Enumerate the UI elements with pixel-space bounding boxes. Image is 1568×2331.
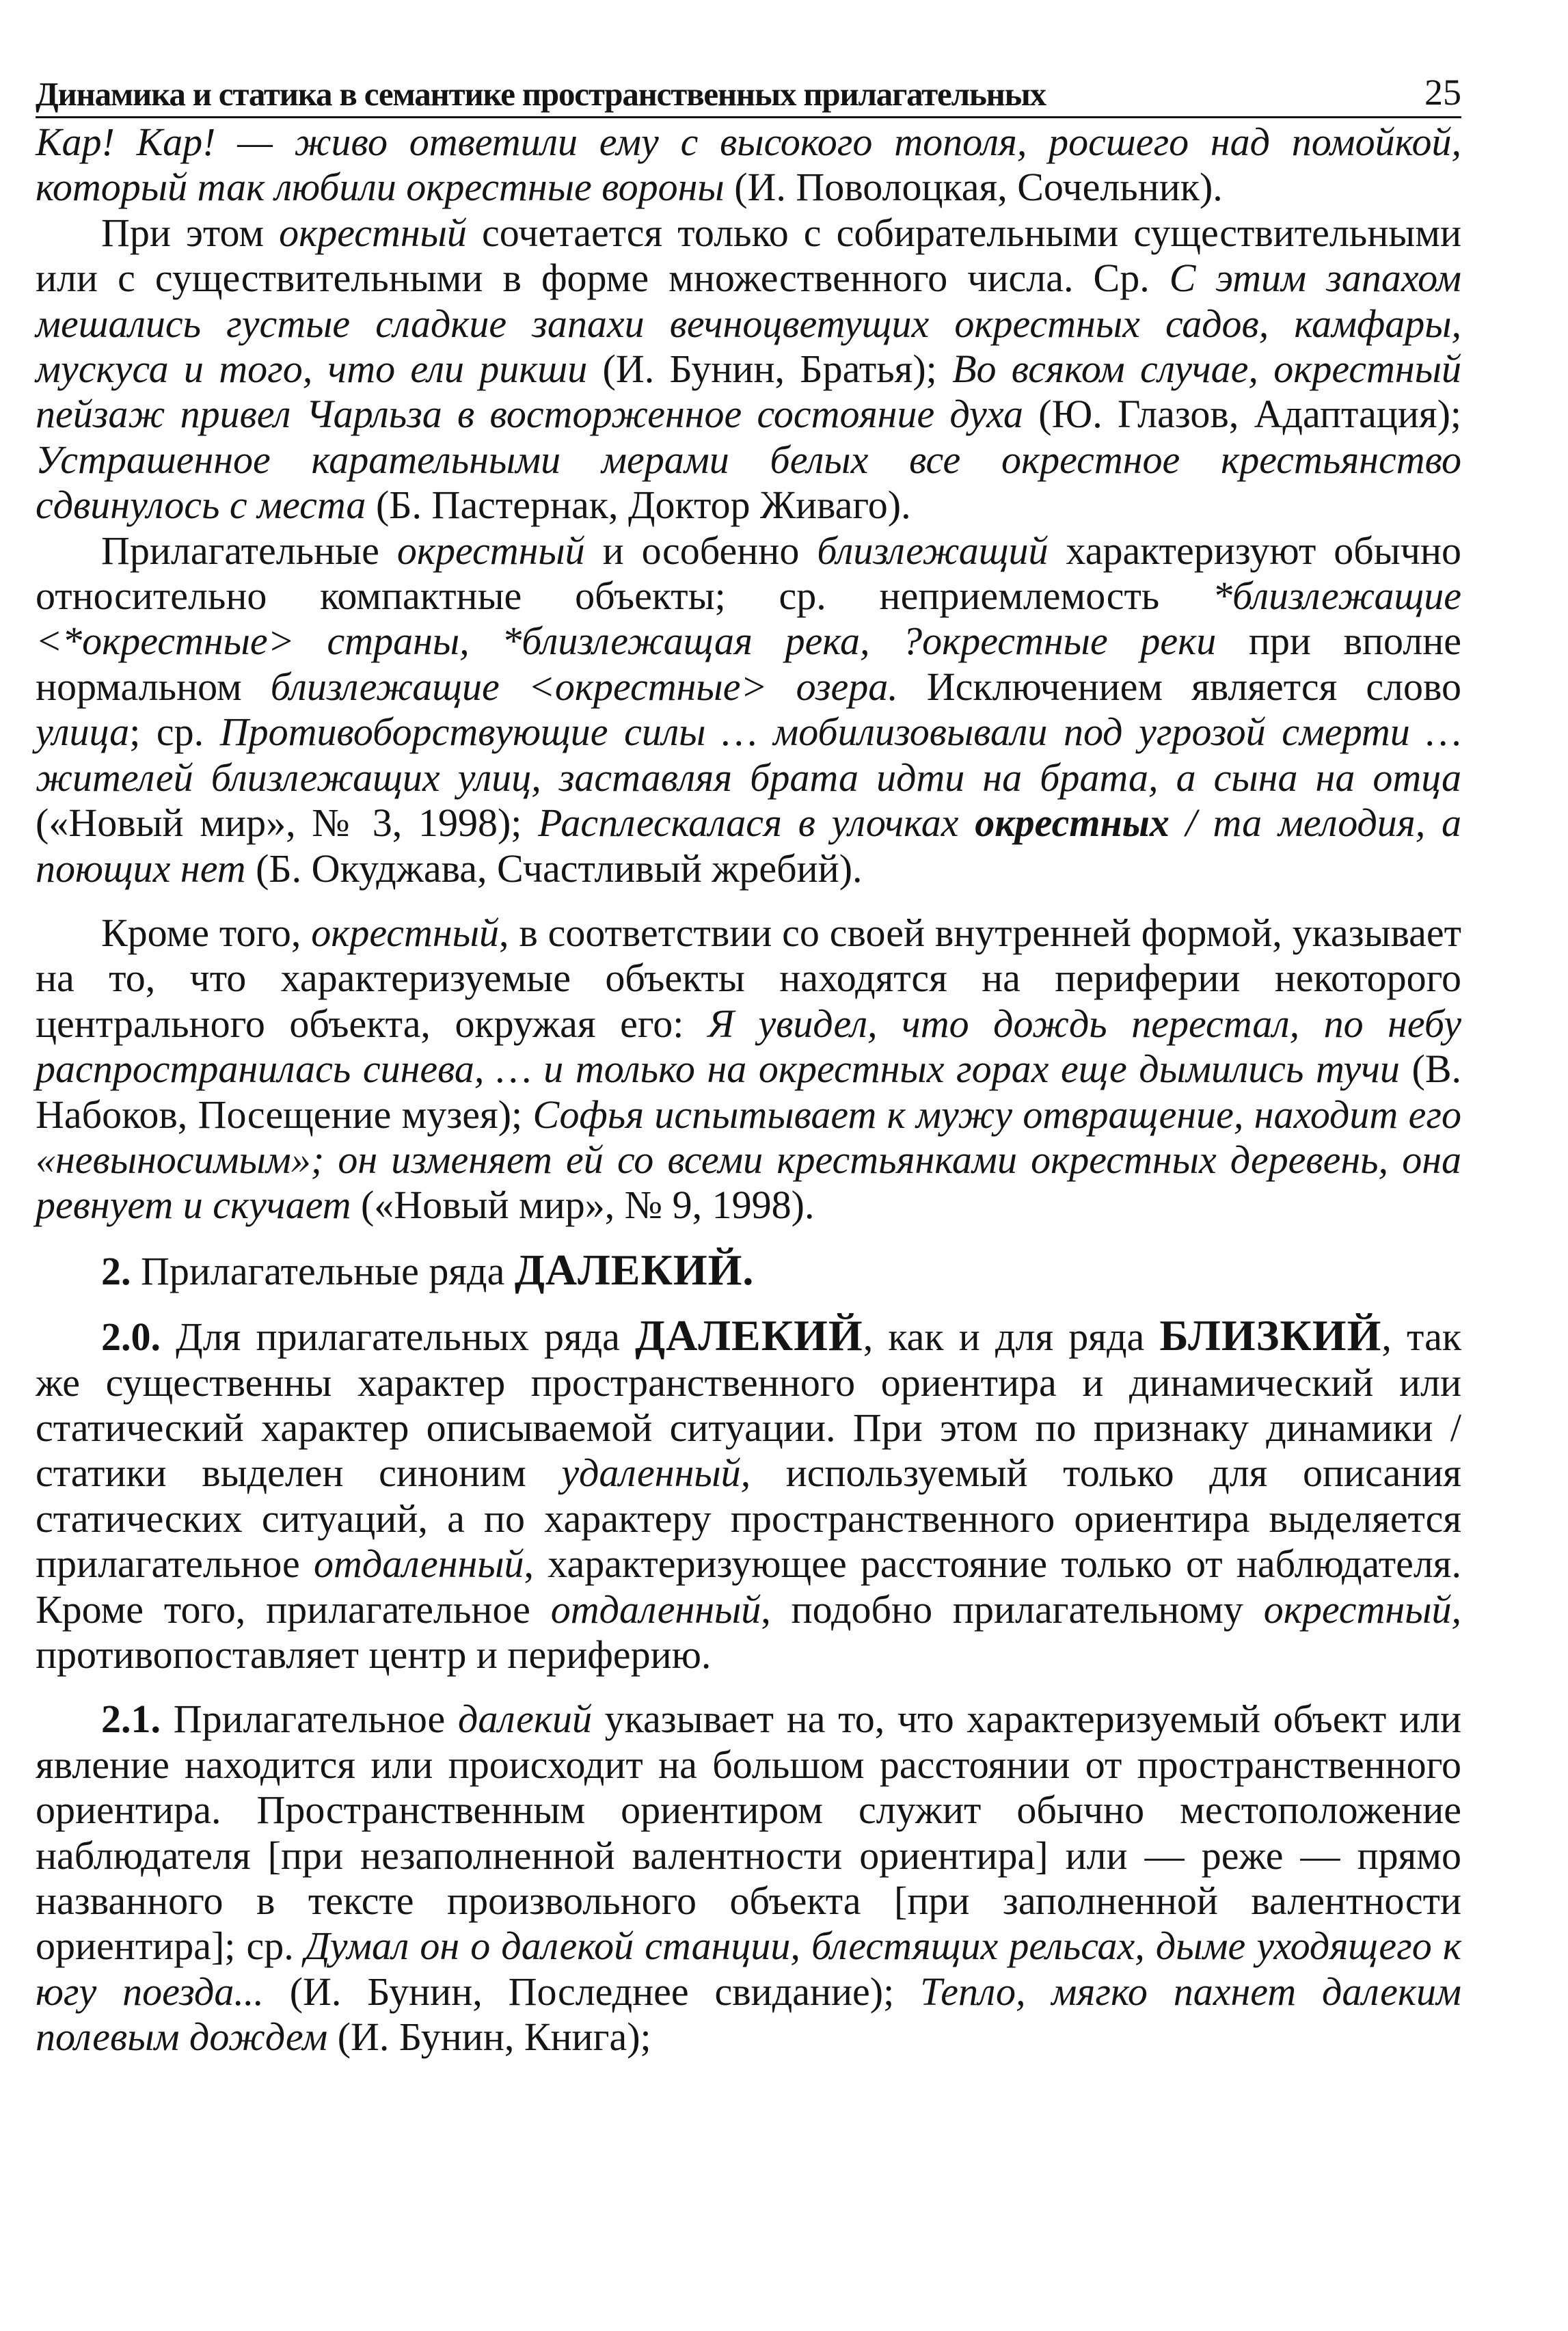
example-text: близлежащие <окрестные> озера. <box>270 664 898 709</box>
page-number: 25 <box>1424 72 1461 113</box>
series-keyword: ДАЛЕКИЙ <box>635 1311 863 1360</box>
example-text: *близлежащие <*окрестные> страны, *близлежащая река, ?окрестные реки <box>36 574 1461 664</box>
example-text: Противоборствующие силы … мобилизовывали под угрозой смерти … жителей близлежащих улиц, заставляя брата идти на брата, а сына на отца <box>36 710 1461 800</box>
section-heading <box>36 1245 1461 1294</box>
term: далекий <box>458 1697 592 1742</box>
term: удаленный, <box>561 1451 751 1496</box>
body-span: , подобно прилагательному <box>761 1587 1264 1632</box>
series-keyword: БЛИЗКИЙ <box>1159 1311 1382 1360</box>
section-keyword: ДАЛЕКИЙ. <box>514 1245 755 1294</box>
paragraph-2-1 <box>36 1697 1461 2060</box>
section-number: 2.1. <box>101 1697 161 1742</box>
example-text: Расплескалася в улочках <box>538 800 975 846</box>
body-span: , как и для ряда <box>863 1315 1160 1360</box>
source-citation: («Новый мир», № 3, 1998); <box>36 800 539 846</box>
body-span: ; ср. <box>129 710 220 755</box>
body-span: Кроме того, <box>101 910 312 955</box>
example-text: Устрашенное карательными мерами белых все окрестное крестьянство сдвинулось с места <box>36 437 1461 528</box>
body-span: Исключением является слово <box>897 664 1461 709</box>
body-span: Для прилагательных ряда <box>161 1315 636 1360</box>
book-page <box>36 66 1461 2060</box>
source-citation: (И. Поволоцкая, Сочельник). <box>724 165 1223 210</box>
example-text: Тепло, мягко пахнет далеким полевым дождем <box>36 1969 1461 2060</box>
source-citation: (Б. Окуджава, Счастливый жребий). <box>245 846 863 891</box>
term: окрестный <box>279 210 467 255</box>
body-span: Прилагательные <box>101 528 397 573</box>
example-text: Кар! Кар! — живо ответили ему с высокого тополя, росшего над помойкой, который так любили окрестные вороны <box>36 120 1461 210</box>
body-span: указывает на то, что характеризуемый объект или явление находится или происходит на большом расстоянии от пространственного ориентира. Пространственным ориентиром служит обычно местоположение наблюдателя [при незаполненной валентности ориентира] или — реже — прямо названного в тексте произвольного объекта [при заполненной валентности ориентира]; ср. <box>36 1697 1461 1969</box>
example-text: Я увидел, что дождь перестал, по небу распространилась синева, … и только на окрестных горах еще дымились тучи <box>36 1001 1462 1092</box>
body-span: при вполне нормальном <box>36 619 1461 709</box>
term: окрестный, <box>1263 1587 1461 1632</box>
body-span: противопоставляет центр и периферию. <box>36 1632 712 1677</box>
term: отдаленный <box>314 1541 524 1587</box>
body-span: используемый только для описания статических ситуаций, а по характеру пространственного ориентира выделяется прилагательное <box>36 1451 1461 1587</box>
example-text: Софья испытывает к мужу отвращение, находит его «невыносимым»; он изменяет ей со всеми крестьянками окрестных деревень, она ревнует и скучает <box>36 1092 1461 1228</box>
source-citation: (В. Набоков, Посещение музея); <box>36 1047 1462 1137</box>
source-citation: (И. Бунин, Книга); <box>327 2015 651 2060</box>
body-span: При этом <box>101 210 280 255</box>
term: окрестный <box>396 528 585 573</box>
body-span: Прилагательное <box>161 1697 458 1742</box>
section-number: 2.0. <box>101 1315 161 1360</box>
body-span: , в соответствии со своей внутренней формой, указывает на то, что характеризуемые объекты находятся на периферии некоторого центрального объекта, окружая его: <box>36 910 1461 1046</box>
source-citation: (И. Бунин, Последнее свидание); <box>263 1969 921 2014</box>
example-emphasis: окрестных <box>975 800 1170 846</box>
source-citation: (Ю. Глазов, Адаптация); <box>1023 392 1461 437</box>
paragraph-okrestny-collective <box>36 211 1461 528</box>
body-span: сочетается только с собирательными существительными или с существительными в форме множественного числа. Ср. <box>36 210 1461 301</box>
term: близлежащий <box>817 528 1049 573</box>
term: улица <box>36 710 130 755</box>
paragraph-compact-objects <box>36 528 1461 891</box>
body-span: Прилагательные ряда <box>131 1248 515 1293</box>
body-span: характеризуют обычно относительно компактные объекты; ср. неприемлемость <box>36 528 1461 619</box>
term: отдаленный <box>550 1587 761 1632</box>
body-text <box>36 120 1461 2060</box>
example-text: / та мелодия, а поющих нет <box>36 800 1462 891</box>
body-span: , так же существенны характер пространственного ориентира и динамический или статический характер описываемой ситуации. При этом по признаку динамики / статики выделен синоним <box>36 1315 1461 1496</box>
section-number: 2. <box>101 1248 131 1293</box>
source-citation: (Б. Пастернак, Доктор Живаго). <box>366 483 911 528</box>
paragraph-periphery <box>36 911 1461 1228</box>
example-text: С этим запахом мешались густые сладкие запахи вечноцветущих окрестных садов, камфары, мускуса и того, что ели рикши <box>36 256 1461 392</box>
example-text: Во всяком случае, окрестный пейзаж привел Чарльза в восторженное состояние духа <box>36 347 1461 437</box>
body-span: , характеризующее расстояние только от наблюдателя. Кроме того, прилагательное <box>36 1541 1461 1632</box>
source-citation: («Новый мир», № 9, 1998). <box>351 1183 815 1228</box>
example-text: Думал он о далекой станции, блестящих рельсах, дыме уходящего к югу поезда... <box>36 1924 1462 2014</box>
running-title: Динамика и статика в семантике пространственных прилагательных <box>36 75 1046 113</box>
term: окрестный <box>311 910 499 955</box>
body-span: и особенно <box>584 528 817 573</box>
paragraph-continuation <box>36 120 1461 211</box>
running-header <box>36 66 1461 118</box>
paragraph-2-0 <box>36 1313 1461 1677</box>
source-citation: (И. Бунин, Братья); <box>587 347 953 392</box>
